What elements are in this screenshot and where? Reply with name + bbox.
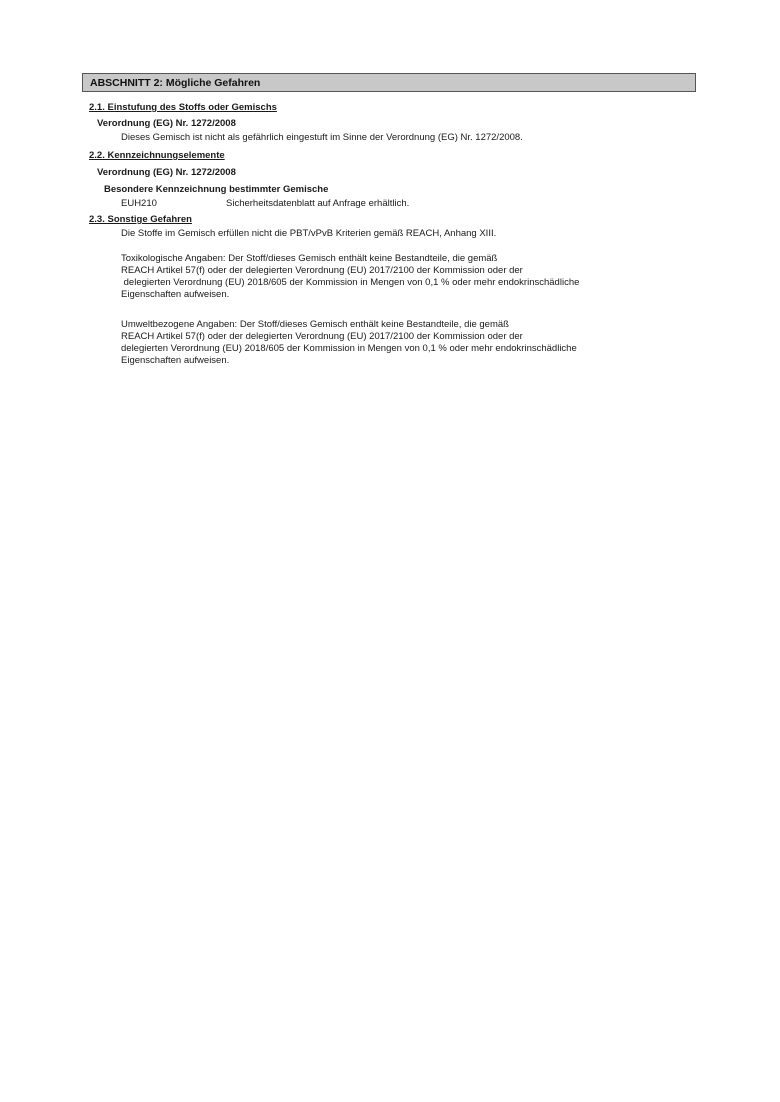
special-labelling-heading: Besondere Kennzeichnung bestimmter Gemische <box>104 184 329 195</box>
text-line: Eigenschaften aufweisen. <box>121 355 230 366</box>
text-line: REACH Artikel 57(f) oder der delegierten Verordnung (EU) 2017/2100 der Kommission oder der <box>121 265 523 276</box>
text-line: delegierten Verordnung (EU) 2018/605 der Kommission in Mengen von 0,1 % oder mehr endokrinschädliche <box>121 343 577 354</box>
hazard-code-text: Sicherheitsdatenblatt auf Anfrage erhältlich. <box>226 198 410 209</box>
text-line: Umweltbezogene Angaben: Der Stoff/dieses Gemisch enthält keine Bestandteile, die gemäß <box>121 319 509 330</box>
pbt-text: Die Stoffe im Gemisch erfüllen nicht die PBT/vPvB Kriterien gemäß REACH, Anhang XIII. <box>121 228 497 239</box>
section-title: ABSCHNITT 2: Mögliche Gefahren <box>90 77 261 89</box>
subsection-heading-2-3: 2.3. Sonstige Gefahren <box>89 214 192 225</box>
text-line: Eigenschaften aufweisen. <box>121 289 230 300</box>
text-line: Toxikologische Angaben: Der Stoff/dieses Gemisch enthält keine Bestandteile, die gemäß <box>121 253 498 264</box>
classification-text: Dieses Gemisch ist nicht als gefährlich eingestuft im Sinne der Verordnung (EG) Nr. 1272/2008. <box>121 132 523 143</box>
regulation-label-2-1: Verordnung (EG) Nr. 1272/2008 <box>97 118 236 129</box>
hazard-code: EUH210 <box>121 198 157 209</box>
section-header-bar <box>82 73 696 92</box>
text-line: REACH Artikel 57(f) oder der delegierten Verordnung (EU) 2017/2100 der Kommission oder der <box>121 331 523 342</box>
subsection-heading-2-2: 2.2. Kennzeichnungselemente <box>89 150 225 161</box>
regulation-label-2-2: Verordnung (EG) Nr. 1272/2008 <box>97 167 236 178</box>
text-line: delegierten Verordnung (EU) 2018/605 der Kommission in Mengen von 0,1 % oder mehr endokrinschädliche <box>121 277 580 288</box>
toxicological-paragraph <box>121 253 641 301</box>
subsection-heading-2-1: 2.1. Einstufung des Stoffs oder Gemischs <box>89 102 277 113</box>
environmental-paragraph <box>121 319 641 367</box>
